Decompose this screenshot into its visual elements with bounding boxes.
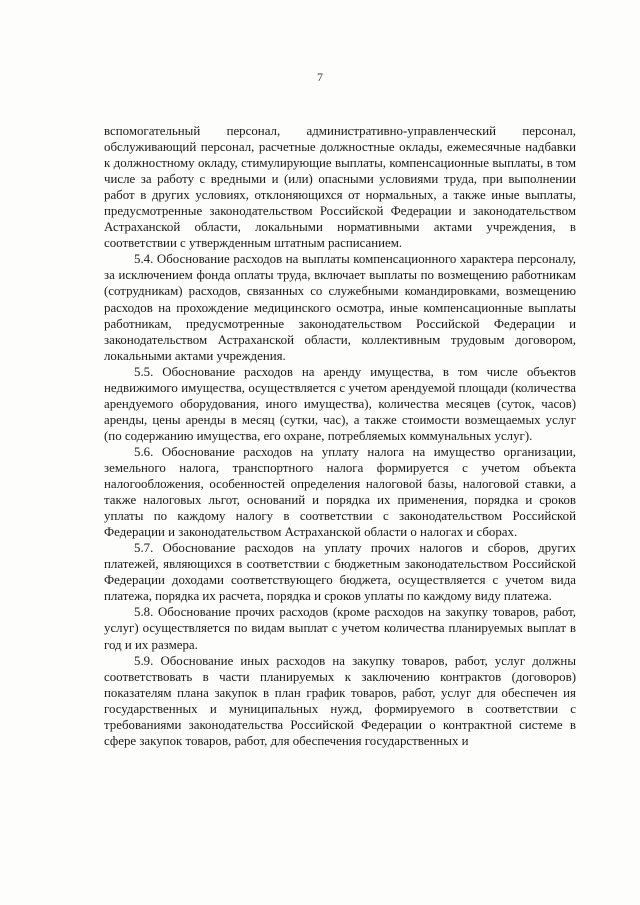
paragraph-5-8: 5.8. Обоснование прочих расходов (кроме расходов на закупку товаров, работ, услуг) осуществляется по видам выплат с учетом количества планируемых выплат в год и их размера.	[104, 605, 576, 652]
page-number: 7	[317, 70, 323, 84]
paragraph-continuation: вспомогательный персонал, административно-управленческий персонал, обслуживающий персонал, расчетные должностные оклады, ежемесячные надбавки к должностному окладу, стимулирующие выплаты, компенсационные выплаты, в том числе за работу с вредными и (или) опасными условиями труда, при выполнении работ в других условиях, отклоняющихся от нормальных, а также иные выплаты, предусмотренные законодательством Российской Федерации и законодательством Астраханской области, локальными нормативными актами учреждения, в соответствии с утвержденным штатным расписанием.	[104, 124, 576, 251]
paragraph-5-6: 5.6. Обоснование расходов на уплату налога на имущество организации, земельного налога, транспортного налога формируется с учетом объекта налогообложения, особенностей определения налоговой базы, налоговой ставки, а также налоговых льгот, оснований и порядка их применения, порядка и сроков уплаты по каждому налогу в соответствии с законодательством Российской Федерации и законодательством Астраханской области о налогах и сборах.	[104, 444, 576, 540]
paragraph-5-4: 5.4. Обоснование расходов на выплаты компенсационного характера персоналу, за исключением фонда оплаты труда, включает выплаты по возмещению работникам (сотрудникам) расходов, связанных со служебными командировками, возмещению расходов на прохождение медицинского осмотра, иные компенсационные выплаты работникам, предусмотренные законодательством Российской Федерации и законодательством Астраханской области, коллективным трудовым договором, локальными актами учреждения.	[104, 252, 576, 363]
paragraph-5-9: 5.9. Обоснование иных расходов на закупку товаров, работ, услуг должны соответствовать в части планируемых к заключению контрактов (договоров) показателям плана закупок в план график товаров, работ, услуг для обеспечен ия государственных и муниципальных нужд, формируемого в соответствии с требованиями законодательства Российской Федерации о контрактной системе в сфере закупок товаров, работ, для обеспечения государственных и	[104, 653, 576, 748]
paragraph-5-7: 5.7. Обоснование расходов на уплату прочих налогов и сборов, других платежей, являющихся в соответствии с бюджетным законодательством Российской Федерации доходами соответствующего бюджета, осуществляется с учетом вида платежа, порядка их расчета, порядка и сроков уплаты по каждому виду платежа.	[104, 541, 576, 604]
document-body	[104, 123, 576, 749]
paragraph-5-5: 5.5. Обоснование расходов на аренду имущества, в том числе объектов недвижимого имущества, осуществляется с учетом арендуемой площади (количества арендуемого оборудования, иного имущества), количества месяцев (суток, часов) аренды, цены аренды в месяц (сутки, час), а также стоимости возмещаемых услуг (по содержанию имущества, его охране, потребляемых коммунальных услуг).	[104, 364, 576, 443]
